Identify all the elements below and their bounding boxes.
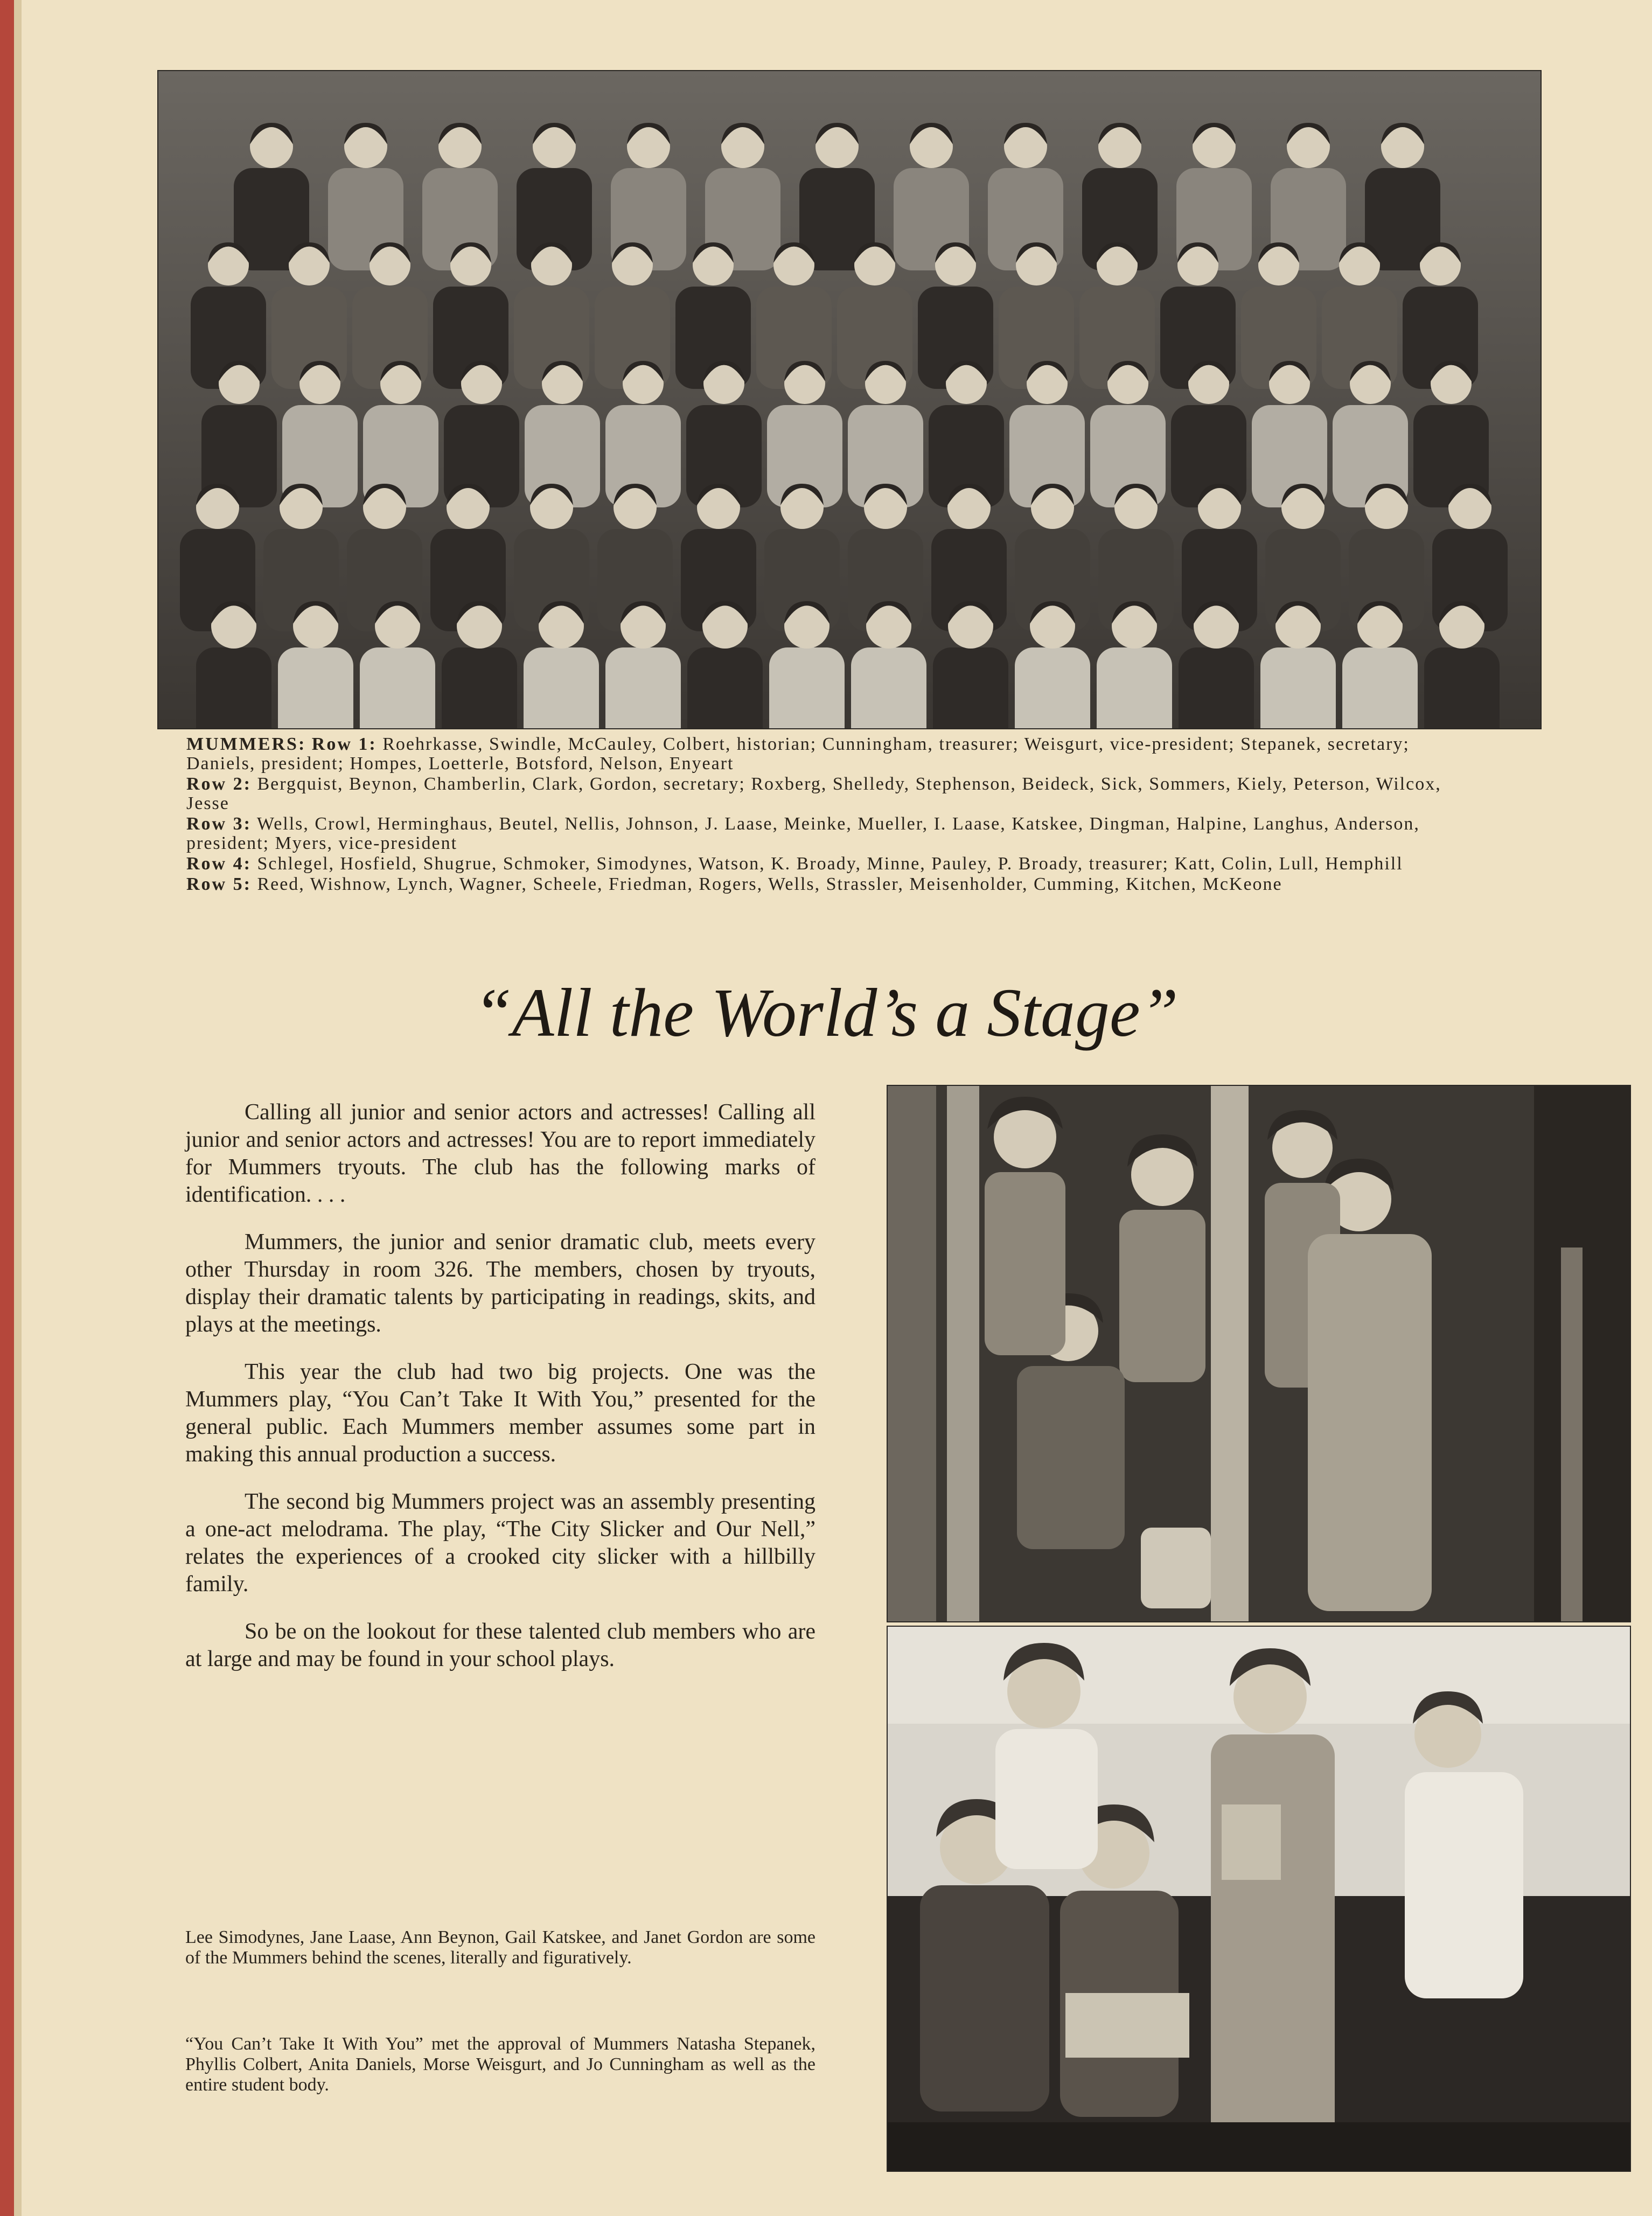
row-label: Row 5:: [186, 874, 252, 894]
script-reading-photo: [887, 1626, 1631, 2172]
row-names: Reed, Wishnow, Lynch, Wagner, Scheele, Friedman, Rogers, Wells, Strassler, Meisenholder, Cumming, Kitchen, McKeone: [257, 874, 1282, 894]
row-label: Row 3:: [186, 814, 252, 834]
backstage-photo-caption: Lee Simodynes, Jane Laase, Ann Beynon, Gail Katskee, and Janet Gordon are some of the Mummers behind the scenes, literally and figuratively.: [185, 1927, 815, 1968]
script-photo-caption: “You Can’t Take It With You” met the approval of Mummers Natasha Stepanek, Phyllis Colbert, Anita Daniels, Morse Weisgurt, and Jo Cunningham as well as the entire student body.: [185, 2034, 815, 2095]
roster-row-3: [186, 814, 1479, 853]
article-body: [185, 1099, 815, 1693]
page-gutter: [14, 0, 22, 2216]
club-label: MUMMERS:: [186, 734, 306, 754]
row-names: Roehrkasse, Swindle, McCauley, Colbert, historian; Cunningham, treasurer; Weisgurt, vice-president; Stepanek, secretary; Daniels, president; Hompes, Loetterle, Botsford, Nelson, Enyeart: [186, 734, 1410, 773]
script-reading-photo-image: [888, 1627, 1630, 2171]
paragraph: Calling all junior and senior actors and actresses! Calling all junior and senior actors and actresses! You are to report immediately for Mummers tryouts. The club has the following marks of identification. . . .: [185, 1100, 815, 1207]
roster-row-1: [186, 735, 1479, 773]
paragraph: Mummers, the junior and senior dramatic club, meets every other Thursday in room 326. The members, chosen by tryouts, display their dramatic talents by participating in readings, skits, and plays at the meetings.: [185, 1230, 815, 1337]
paragraph: The second big Mummers project was an assembly presenting a one-act melodrama. The play, “The City Slicker and Our Nell,” relates the experiences of a crooked city slicker with a hillbilly family.: [185, 1489, 815, 1597]
roster-row-2: [186, 775, 1479, 813]
row-names: Schlegel, Hosfield, Shugrue, Schmoker, Simodynes, Watson, K. Broady, Minne, Pauley, P. Broady, treasurer; Katt, Colin, Lull, Hemphill: [257, 854, 1403, 874]
paragraph: This year the club had two big projects. One was the Mummers play, “You Can’t Take It With You,” presented for the general public. Each Mummers member assumes some part in making this annual production a success.: [185, 1360, 815, 1467]
roster-row-4: [186, 854, 1479, 874]
row-names: Wells, Crowl, Herminghaus, Beutel, Nellis, Johnson, J. Laase, Meinke, Mueller, I. Laase, Katskee, Dingman, Halpine, Langhus, Anderson, president; Myers, vice-president: [186, 814, 1420, 853]
roster-row-5: [186, 875, 1479, 894]
backstage-photo: [887, 1085, 1631, 1622]
row-label: Row 2:: [186, 774, 252, 794]
group-photo: [157, 70, 1542, 729]
row-names: Bergquist, Beynon, Chamberlin, Clark, Gordon, secretary; Roxberg, Shelledy, Stephenson, Beideck, Sick, Sommers, Kiely, Peterson, Wilcox, Jesse: [186, 774, 1441, 813]
paragraph: So be on the lookout for these talented club members who are at large and may be found in your school plays.: [185, 1619, 815, 1671]
article-title: “All the World’s a Stage”: [473, 974, 1179, 1051]
roster-caption: [186, 735, 1479, 895]
row-label: Row 4:: [186, 854, 252, 874]
row-label: Row 1:: [311, 734, 377, 754]
backstage-photo-image: [888, 1086, 1630, 1621]
group-photo-image: [158, 71, 1541, 728]
book-spine-edge: [0, 0, 14, 2216]
